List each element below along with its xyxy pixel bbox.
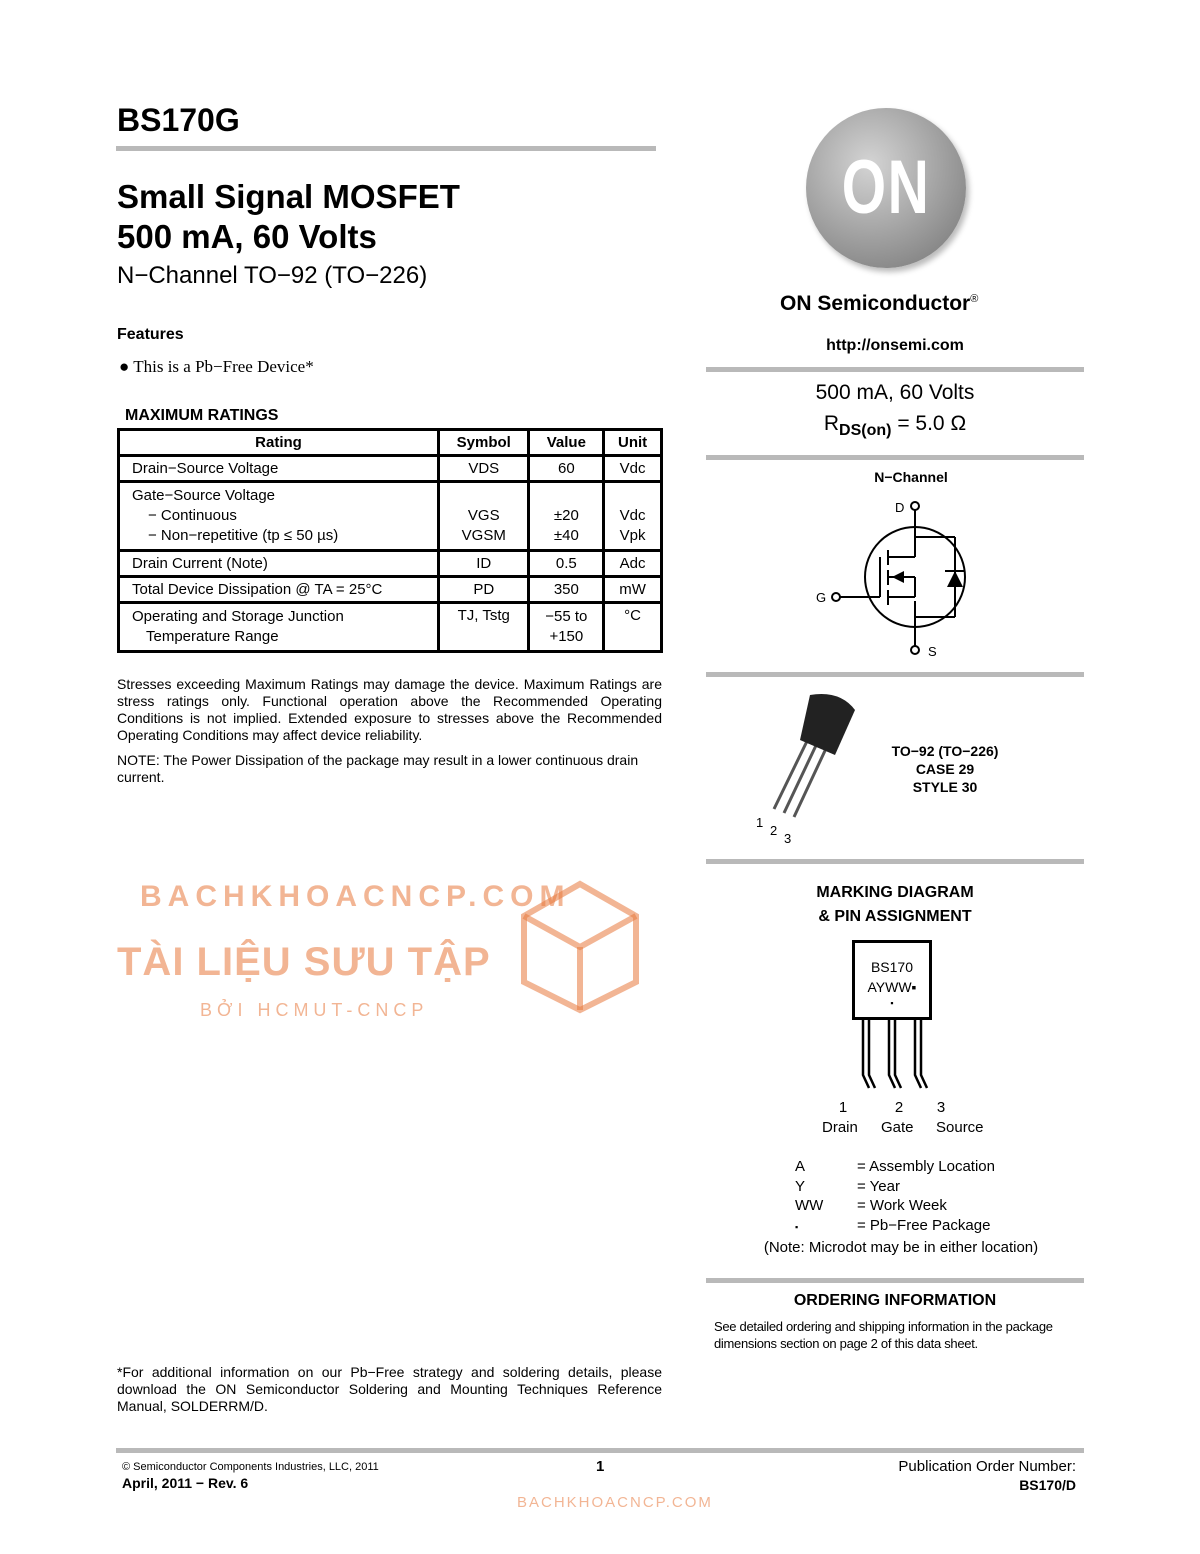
cell bbox=[604, 482, 662, 551]
feature-text: This is a Pb−Free Device* bbox=[133, 357, 314, 376]
cell bbox=[439, 482, 529, 551]
legend-value: = Work Week bbox=[857, 1197, 947, 1215]
page-number: 1 bbox=[596, 1458, 605, 1475]
watermark-bottom: BACHKHOACNCP.COM bbox=[517, 1494, 713, 1511]
cell: Vdc bbox=[604, 456, 662, 482]
cell bbox=[529, 603, 604, 652]
divider bbox=[706, 1278, 1084, 1283]
subtitle: N−Channel TO−92 (TO−226) bbox=[117, 262, 428, 289]
line: Vdc bbox=[619, 507, 646, 524]
pin-assignment bbox=[822, 1098, 992, 1138]
cell bbox=[119, 603, 439, 652]
cell: Drain−Source Voltage bbox=[119, 456, 439, 482]
pub-label: Publication Order Number: bbox=[898, 1458, 1076, 1475]
mosfet-schematic-icon bbox=[800, 495, 980, 665]
divider bbox=[706, 367, 1084, 372]
website-link[interactable]: http://onsemi.com bbox=[826, 337, 964, 354]
legend-key: Y bbox=[795, 1177, 806, 1195]
watermark-main: TÀI LIỆU SƯU TẬP bbox=[117, 940, 491, 984]
note-label: NOTE: bbox=[117, 752, 160, 768]
col-symbol: Symbol bbox=[439, 430, 529, 456]
stress-note: Stresses exceeding Maximum Ratings may damage the device. Maximum Ratings are stress ratings only. Functional operation above the Recommended Operating Conditions is not implied. Extended exposure to stresses above the Recommended Operating Conditions may affect device reliability. bbox=[117, 676, 662, 743]
cell: VDS bbox=[439, 456, 529, 482]
pin3: 3 bbox=[784, 831, 792, 846]
pin1: 1 bbox=[756, 815, 764, 830]
cell: 350 bbox=[529, 577, 604, 603]
rds-value: = 5.0 Ω bbox=[897, 412, 967, 435]
line: ±40 bbox=[553, 527, 579, 544]
on-logo bbox=[806, 108, 966, 268]
cell: ID bbox=[439, 551, 529, 577]
cell: PD bbox=[439, 577, 529, 603]
max-ratings-heading: MAXIMUM RATINGS bbox=[125, 407, 279, 424]
cell: Adc bbox=[604, 551, 662, 577]
legend-row bbox=[795, 1216, 995, 1238]
cell: 60 bbox=[529, 456, 604, 482]
line: VGSM bbox=[461, 527, 506, 544]
package-line: STYLE 30 bbox=[912, 779, 978, 795]
ordering-text: See detailed ordering and shipping information in the package dimensions section on page 2 of this data sheet. bbox=[714, 1319, 1053, 1351]
pin2: 2 bbox=[770, 823, 778, 838]
feature-item: ● This is a Pb−Free Device* bbox=[119, 357, 314, 376]
legend-value: = Pb−Free Package bbox=[857, 1217, 991, 1235]
rds-sub: DS(on) bbox=[839, 422, 892, 440]
cell: mW bbox=[604, 577, 662, 603]
legend-key: WW bbox=[795, 1197, 824, 1215]
line: − Continuous bbox=[148, 507, 237, 524]
package-info bbox=[870, 742, 1020, 796]
marking-title2: & PIN ASSIGNMENT bbox=[818, 908, 972, 925]
pin-num: 1 bbox=[838, 1099, 848, 1116]
microdot: ▪ bbox=[890, 998, 894, 1008]
legend-row bbox=[795, 1157, 995, 1177]
table-row bbox=[119, 577, 662, 603]
col-value: Value bbox=[529, 430, 604, 456]
cell bbox=[119, 482, 439, 551]
max-ratings-table bbox=[117, 428, 663, 653]
microdot-note: (Note: Microdot may be in either location) bbox=[763, 1239, 1039, 1256]
table-row bbox=[119, 551, 662, 577]
divider bbox=[706, 455, 1084, 460]
package-line: CASE 29 bbox=[915, 761, 975, 777]
legend-row bbox=[795, 1196, 995, 1216]
power-note bbox=[117, 752, 662, 786]
legend-value: = Year bbox=[857, 1177, 900, 1195]
gate-label: G bbox=[816, 590, 827, 605]
legend-key: A bbox=[795, 1158, 806, 1175]
copyright: © Semiconductor Components Industries, LLC, 2011 bbox=[122, 1461, 379, 1473]
table-row bbox=[119, 456, 662, 482]
pin-num: 3 bbox=[936, 1099, 946, 1116]
title-line1: Small Signal MOSFET bbox=[117, 178, 460, 215]
spec-line1: 500 mA, 60 Volts bbox=[815, 381, 975, 404]
to92-package-icon bbox=[750, 685, 870, 850]
package-line: TO−92 (TO−226) bbox=[891, 743, 999, 759]
title-line2: 500 mA, 60 Volts bbox=[117, 218, 377, 255]
legend-row bbox=[795, 1177, 995, 1197]
line: Gate−Source Voltage bbox=[132, 487, 276, 504]
divider bbox=[116, 146, 656, 151]
col-rating: Rating bbox=[119, 430, 439, 456]
schematic-title: N−Channel bbox=[874, 469, 948, 485]
marking-title1: MARKING DIAGRAM bbox=[816, 884, 974, 901]
line: − Non−repetitive (tp ≤ 50 µs) bbox=[148, 527, 339, 544]
marking-legend bbox=[795, 1157, 995, 1238]
cell bbox=[529, 482, 604, 551]
table-row bbox=[119, 482, 662, 551]
pbfree-footnote: *For additional information on our Pb−Free strategy and soldering details, please download the ON Semiconductor Soldering and Mounting Techniques Reference Manual, SOLDERRM/D. bbox=[117, 1364, 662, 1414]
note-text: The Power Dissipation of the package may result in a lower continuous drain current. bbox=[117, 752, 639, 785]
pub-number: BS170/D bbox=[1019, 1477, 1076, 1493]
table-header bbox=[119, 430, 662, 456]
cell: Total Device Dissipation @ TA = 25°C bbox=[119, 577, 439, 603]
logo-text: ON bbox=[841, 145, 931, 230]
ordering-title: ORDERING INFORMATION bbox=[793, 1292, 997, 1309]
source-label: S bbox=[928, 644, 937, 659]
cell: Drain Current (Note) bbox=[119, 551, 439, 577]
cell: TJ, Tstg bbox=[439, 603, 529, 652]
marking-code1: BS170 bbox=[870, 959, 914, 975]
pin-name: Gate bbox=[881, 1119, 914, 1136]
part-number: BS170G bbox=[117, 102, 240, 138]
features-heading: Features bbox=[117, 326, 184, 343]
pin-num: 2 bbox=[894, 1099, 904, 1116]
cell: °C bbox=[604, 603, 662, 652]
marking-package bbox=[852, 940, 932, 1020]
rds-spec bbox=[706, 412, 1084, 440]
company-name bbox=[780, 292, 978, 316]
line: Vpk bbox=[619, 527, 646, 544]
pin-name: Source bbox=[936, 1119, 984, 1136]
rds-label: R bbox=[823, 412, 840, 435]
table-row bbox=[119, 603, 662, 652]
company: ON Semiconductor bbox=[780, 292, 971, 315]
watermark-arc: BACHKHOACNCP.COM bbox=[140, 880, 571, 913]
line: ±20 bbox=[553, 507, 579, 524]
divider bbox=[706, 672, 1084, 677]
reg-mark: ® bbox=[970, 293, 979, 305]
marking-leads-icon bbox=[855, 1020, 935, 1092]
legend-key: ▪ bbox=[795, 1222, 799, 1233]
marking-title bbox=[700, 881, 1090, 929]
divider bbox=[706, 859, 1084, 864]
line: Temperature Range bbox=[146, 628, 279, 645]
line: −55 to bbox=[545, 608, 588, 625]
rev-date: April, 2011 − Rev. 6 bbox=[122, 1475, 249, 1491]
legend-value: = Assembly Location bbox=[857, 1158, 995, 1175]
marking-code2: AYWW▪ bbox=[867, 979, 917, 995]
line: +150 bbox=[549, 628, 584, 645]
col-unit: Unit bbox=[604, 430, 662, 456]
line: Operating and Storage Junction bbox=[132, 608, 344, 625]
footer-divider bbox=[116, 1448, 1084, 1453]
watermark-by: BỞI HCMUT-CNCP bbox=[200, 1000, 429, 1020]
line: VGS bbox=[467, 507, 500, 524]
cell: 0.5 bbox=[529, 551, 604, 577]
pin-name: Drain bbox=[822, 1119, 858, 1136]
drain-label: D bbox=[895, 500, 905, 515]
